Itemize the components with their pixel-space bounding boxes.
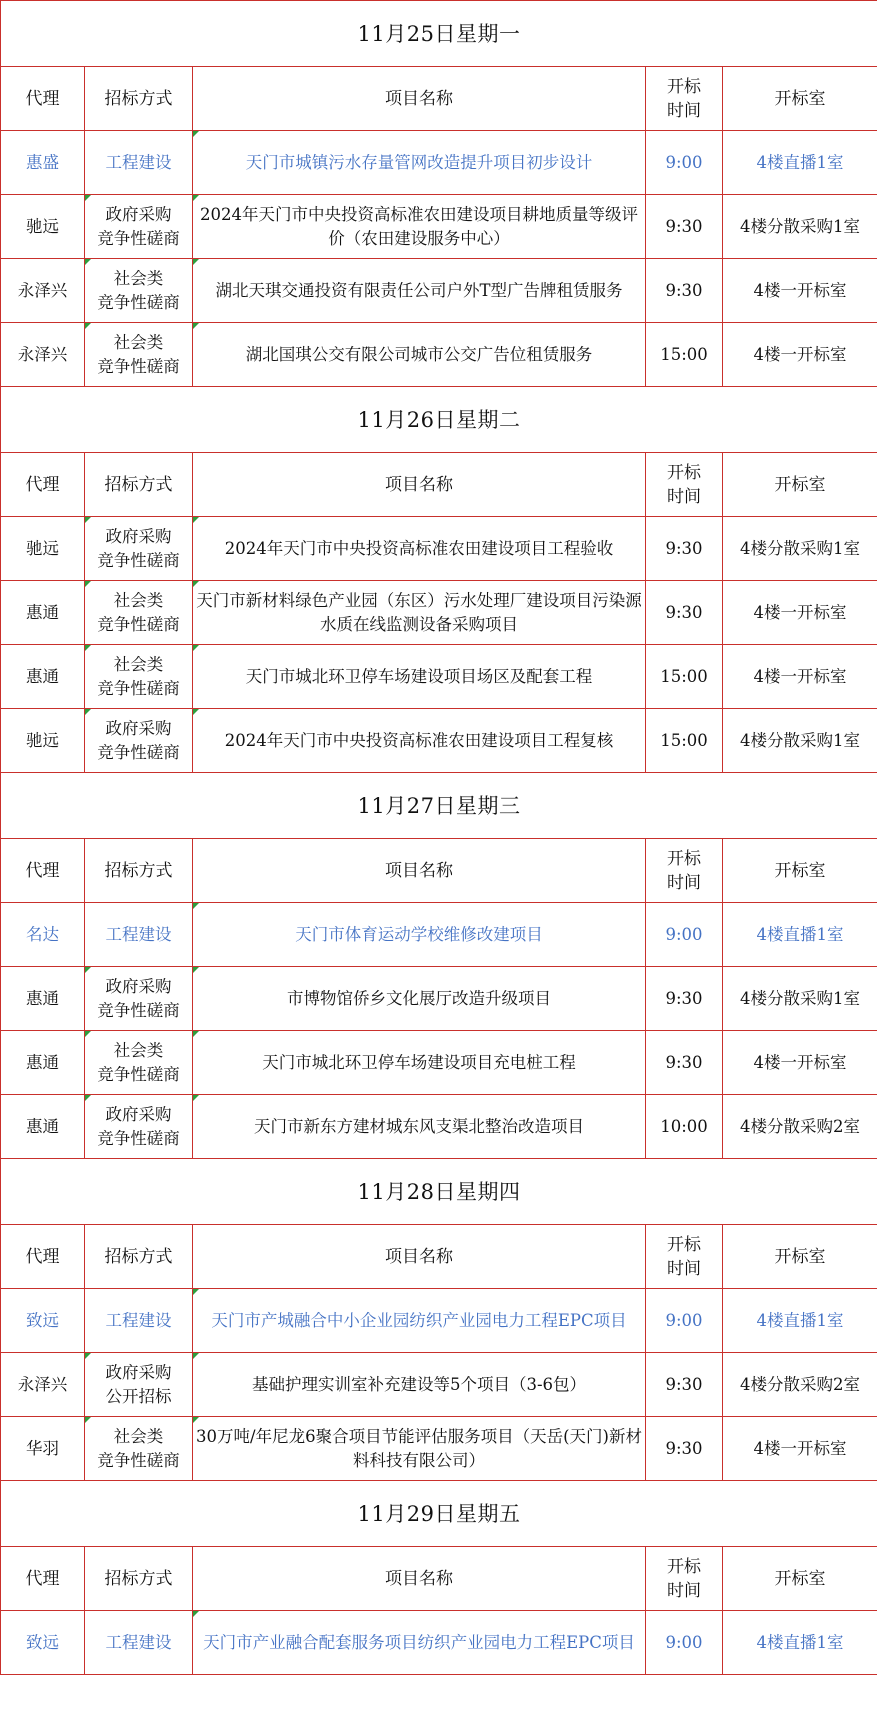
project-cell: 30万吨/年尼龙6聚合项目节能评估服务项目（天岳(天门)新材料科技有限公司） [193, 1417, 646, 1481]
table-row [1, 1353, 877, 1417]
method-line2: 竞争性磋商 [97, 1000, 180, 1020]
column-header-row [1, 1225, 877, 1289]
date-heading: 11月27日星期三 [1, 773, 877, 839]
room-cell: 4楼分散采购1室 [723, 517, 877, 581]
method-line1: 政府采购 [105, 204, 172, 224]
header-project: 项目名称 [193, 839, 646, 903]
project-cell: 天门市产业融合配套服务项目纺织产业园电力工程EPC项目 [193, 1611, 646, 1675]
header-project: 项目名称 [193, 1225, 646, 1289]
room-cell: 4楼直播1室 [723, 903, 877, 967]
header-time [646, 1225, 723, 1289]
method-cell [85, 709, 193, 773]
project-cell: 2024年天门市中央投资高标准农田建设项目工程复核 [193, 709, 646, 773]
header-room: 开标室 [723, 453, 877, 517]
table-row [1, 581, 877, 645]
method-line1: 社会类 [113, 654, 164, 674]
header-time-line2: 时间 [667, 872, 701, 893]
project-cell: 天门市城北环卫停车场建设项目场区及配套工程 [193, 645, 646, 709]
header-method: 招标方式 [85, 839, 193, 903]
project-cell: 天门市体育运动学校维修改建项目 [193, 903, 646, 967]
room-cell: 4楼一开标室 [723, 581, 877, 645]
date-row [1, 1, 877, 67]
header-time [646, 67, 723, 131]
header-time-line1: 开标 [667, 1234, 701, 1255]
time-cell: 9:00 [646, 903, 723, 967]
table-row [1, 645, 877, 709]
time-cell: 9:30 [646, 581, 723, 645]
project-cell: 天门市产城融合中小企业园纺织产业园电力工程EPC项目 [193, 1289, 646, 1353]
method-cell [85, 1611, 193, 1675]
header-agent: 代理 [1, 67, 85, 131]
method-cell [85, 581, 193, 645]
table-row [1, 259, 877, 323]
room-cell: 4楼分散采购1室 [723, 195, 877, 259]
header-method: 招标方式 [85, 1547, 193, 1611]
header-room: 开标室 [723, 839, 877, 903]
time-cell: 9:30 [646, 517, 723, 581]
method-cell [85, 1417, 193, 1481]
date-row [1, 1159, 877, 1225]
method-line2: 竞争性磋商 [97, 356, 180, 376]
agent-cell: 永泽兴 [1, 1353, 85, 1417]
method-line2: 竞争性磋商 [97, 742, 180, 762]
method-line2: 竞争性磋商 [97, 228, 180, 248]
project-cell: 2024年天门市中央投资高标准农田建设项目工程验收 [193, 517, 646, 581]
header-agent: 代理 [1, 839, 85, 903]
method-cell [85, 131, 193, 195]
method-line2: 竞争性磋商 [97, 1450, 180, 1470]
date-row [1, 387, 877, 453]
time-cell: 15:00 [646, 709, 723, 773]
project-cell: 天门市城镇污水存量管网改造提升项目初步设计 [193, 131, 646, 195]
project-cell: 湖北国琪公交有限公司城市公交广告位租赁服务 [193, 323, 646, 387]
method-line1: 社会类 [113, 332, 164, 352]
header-method: 招标方式 [85, 67, 193, 131]
method-cell [85, 1095, 193, 1159]
column-header-row [1, 67, 877, 131]
time-cell: 9:00 [646, 1611, 723, 1675]
method-line1: 政府采购 [105, 526, 172, 546]
date-heading: 11月28日星期四 [1, 1159, 877, 1225]
method-line2: 竞争性磋商 [97, 550, 180, 570]
agent-cell: 惠通 [1, 645, 85, 709]
date-heading: 11月25日星期一 [1, 1, 877, 67]
project-cell: 基础护理实训室补充建设等5个项目（3-6包） [193, 1353, 646, 1417]
schedule-body [1, 1, 877, 1675]
method-line2: 竞争性磋商 [97, 678, 180, 698]
method-cell [85, 517, 193, 581]
agent-cell: 惠通 [1, 1031, 85, 1095]
room-cell: 4楼一开标室 [723, 1417, 877, 1481]
method-line1: 社会类 [113, 1040, 164, 1060]
header-time-line2: 时间 [667, 486, 701, 507]
room-cell: 4楼分散采购1室 [723, 709, 877, 773]
table-row [1, 131, 877, 195]
agent-cell: 惠通 [1, 581, 85, 645]
header-method: 招标方式 [85, 1225, 193, 1289]
table-row [1, 1417, 877, 1481]
method-line1: 工程建设 [105, 924, 172, 944]
table-row [1, 1289, 877, 1353]
column-header-row [1, 839, 877, 903]
header-agent: 代理 [1, 1225, 85, 1289]
agent-cell: 华羽 [1, 1417, 85, 1481]
header-method: 招标方式 [85, 453, 193, 517]
agent-cell: 驰远 [1, 195, 85, 259]
time-cell: 15:00 [646, 323, 723, 387]
room-cell: 4楼一开标室 [723, 323, 877, 387]
room-cell: 4楼一开标室 [723, 1031, 877, 1095]
method-line1: 社会类 [113, 590, 164, 610]
method-line1: 工程建设 [105, 1632, 172, 1652]
header-project: 项目名称 [193, 453, 646, 517]
table-row [1, 517, 877, 581]
table-row [1, 903, 877, 967]
header-room: 开标室 [723, 1225, 877, 1289]
table-row [1, 967, 877, 1031]
time-cell: 9:30 [646, 1031, 723, 1095]
agent-cell: 致远 [1, 1611, 85, 1675]
table-row [1, 1611, 877, 1675]
agent-cell: 驰远 [1, 709, 85, 773]
header-agent: 代理 [1, 1547, 85, 1611]
date-row [1, 773, 877, 839]
table-row [1, 709, 877, 773]
method-line2: 竞争性磋商 [97, 1128, 180, 1148]
table-row [1, 323, 877, 387]
date-heading: 11月29日星期五 [1, 1481, 877, 1547]
method-cell [85, 195, 193, 259]
column-header-row [1, 1547, 877, 1611]
agent-cell: 惠通 [1, 967, 85, 1031]
method-cell [85, 1289, 193, 1353]
time-cell: 9:30 [646, 259, 723, 323]
agent-cell: 惠盛 [1, 131, 85, 195]
method-cell [85, 1031, 193, 1095]
column-header-row [1, 453, 877, 517]
method-cell [85, 323, 193, 387]
header-project: 项目名称 [193, 1547, 646, 1611]
agent-cell: 惠通 [1, 1095, 85, 1159]
method-line2: 公开招标 [105, 1386, 172, 1406]
room-cell: 4楼一开标室 [723, 645, 877, 709]
agent-cell: 永泽兴 [1, 323, 85, 387]
room-cell: 4楼直播1室 [723, 1289, 877, 1353]
header-time [646, 839, 723, 903]
method-cell [85, 259, 193, 323]
header-time-line1: 开标 [667, 848, 701, 869]
room-cell: 4楼分散采购2室 [723, 1353, 877, 1417]
project-cell: 天门市新材料绿色产业园（东区）污水处理厂建设项目污染源水质在线监测设备采购项目 [193, 581, 646, 645]
agent-cell: 名达 [1, 903, 85, 967]
header-time-line2: 时间 [667, 100, 701, 121]
header-time [646, 1547, 723, 1611]
header-time-line1: 开标 [667, 76, 701, 97]
method-line1: 政府采购 [105, 976, 172, 996]
room-cell: 4楼直播1室 [723, 1611, 877, 1675]
method-line1: 政府采购 [105, 718, 172, 738]
time-cell: 9:30 [646, 195, 723, 259]
header-time-line2: 时间 [667, 1258, 701, 1279]
method-line1: 工程建设 [105, 1310, 172, 1330]
agent-cell: 致远 [1, 1289, 85, 1353]
header-agent: 代理 [1, 453, 85, 517]
method-line1: 工程建设 [105, 152, 172, 172]
project-cell: 天门市新东方建材城东风支渠北整治改造项目 [193, 1095, 646, 1159]
method-line1: 社会类 [113, 1426, 164, 1446]
header-time-line2: 时间 [667, 1580, 701, 1601]
method-line1: 政府采购 [105, 1362, 172, 1382]
room-cell: 4楼直播1室 [723, 131, 877, 195]
table-row [1, 195, 877, 259]
agent-cell: 驰远 [1, 517, 85, 581]
time-cell: 9:30 [646, 1353, 723, 1417]
header-time-line1: 开标 [667, 1556, 701, 1577]
method-cell [85, 903, 193, 967]
method-line1: 社会类 [113, 268, 164, 288]
header-project: 项目名称 [193, 67, 646, 131]
table-row [1, 1031, 877, 1095]
method-line2: 竞争性磋商 [97, 292, 180, 312]
time-cell: 9:30 [646, 1417, 723, 1481]
table-row [1, 1095, 877, 1159]
time-cell: 9:00 [646, 131, 723, 195]
room-cell: 4楼分散采购2室 [723, 1095, 877, 1159]
method-cell [85, 645, 193, 709]
time-cell: 10:00 [646, 1095, 723, 1159]
header-time-line1: 开标 [667, 462, 701, 483]
header-room: 开标室 [723, 67, 877, 131]
time-cell: 9:30 [646, 967, 723, 1031]
time-cell: 15:00 [646, 645, 723, 709]
date-row [1, 1481, 877, 1547]
room-cell: 4楼一开标室 [723, 259, 877, 323]
room-cell: 4楼分散采购1室 [723, 967, 877, 1031]
agent-cell: 永泽兴 [1, 259, 85, 323]
method-cell [85, 967, 193, 1031]
method-line2: 竞争性磋商 [97, 614, 180, 634]
time-cell: 9:00 [646, 1289, 723, 1353]
date-heading: 11月26日星期二 [1, 387, 877, 453]
method-cell [85, 1353, 193, 1417]
project-cell: 天门市城北环卫停车场建设项目充电桩工程 [193, 1031, 646, 1095]
method-line1: 政府采购 [105, 1104, 172, 1124]
project-cell: 市博物馆侨乡文化展厅改造升级项目 [193, 967, 646, 1031]
project-cell: 湖北天琪交通投资有限责任公司户外T型广告牌租赁服务 [193, 259, 646, 323]
header-time [646, 453, 723, 517]
method-line2: 竞争性磋商 [97, 1064, 180, 1084]
header-room: 开标室 [723, 1547, 877, 1611]
project-cell: 2024年天门市中央投资高标准农田建设项目耕地质量等级评价（农田建设服务中心） [193, 195, 646, 259]
